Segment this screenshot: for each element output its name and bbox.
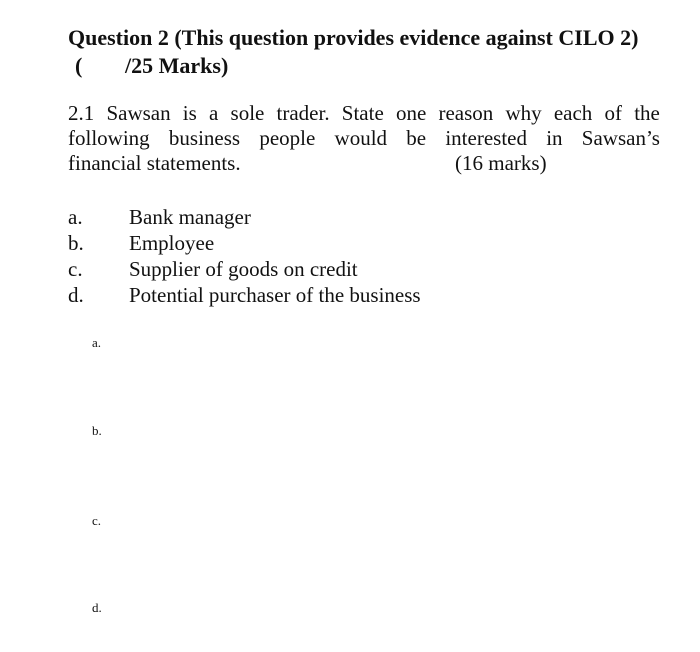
- options-list: [68, 204, 421, 308]
- question-word: Sawsan’s: [581, 126, 660, 150]
- marks-open-paren: (: [75, 53, 83, 78]
- question-word: in: [546, 126, 563, 150]
- option-text: Bank manager: [129, 205, 251, 229]
- question-word: trader.: [276, 101, 330, 125]
- question-word: following: [68, 126, 150, 150]
- question-word: people: [259, 126, 316, 150]
- question-line-3-text: financial statements.: [68, 151, 241, 175]
- option-letter: a.: [68, 205, 83, 229]
- question-word: State: [341, 101, 384, 125]
- answer-label-a: a.: [92, 335, 102, 350]
- question-line-1: [68, 101, 660, 126]
- option-item: [68, 230, 421, 256]
- question-word: of: [604, 101, 622, 125]
- question-word: Sawsan: [106, 101, 171, 125]
- question-word: is: [182, 101, 197, 125]
- question-word: be: [406, 126, 427, 150]
- question-word: a: [209, 101, 219, 125]
- question-text: [68, 101, 660, 176]
- question-word: one: [395, 101, 427, 125]
- question-word: would: [334, 126, 388, 150]
- option-text: Potential purchaser of the business: [129, 283, 421, 307]
- option-letter: b.: [68, 231, 84, 255]
- option-item: [68, 282, 421, 308]
- question-word: interested: [445, 126, 527, 150]
- answer-label-d: d.: [92, 600, 102, 615]
- option-letter: d.: [68, 283, 84, 307]
- answer-label-c: c.: [92, 513, 102, 528]
- marks-total: /25 Marks): [125, 53, 229, 78]
- option-item: [68, 204, 421, 230]
- question-word: sole: [230, 101, 265, 125]
- question-word: reason: [438, 101, 494, 125]
- marks-line: [75, 52, 228, 80]
- option-text: Employee: [129, 231, 215, 255]
- question-word: business: [168, 126, 241, 150]
- question-title: Question 2 (This question provides evidence against CILO 2): [68, 25, 639, 50]
- option-letter: c.: [68, 257, 83, 281]
- question-word: the: [634, 101, 660, 125]
- question-word: each: [553, 101, 593, 125]
- question-line-2: [68, 126, 660, 151]
- question-line-3: [68, 151, 660, 176]
- option-item: [68, 256, 421, 282]
- option-text: Supplier of goods on credit: [129, 257, 358, 281]
- question-word: why: [505, 101, 542, 125]
- question-word: 2.1: [68, 101, 95, 125]
- answer-label-b: b.: [92, 423, 102, 438]
- question-marks: (16 marks): [455, 151, 547, 175]
